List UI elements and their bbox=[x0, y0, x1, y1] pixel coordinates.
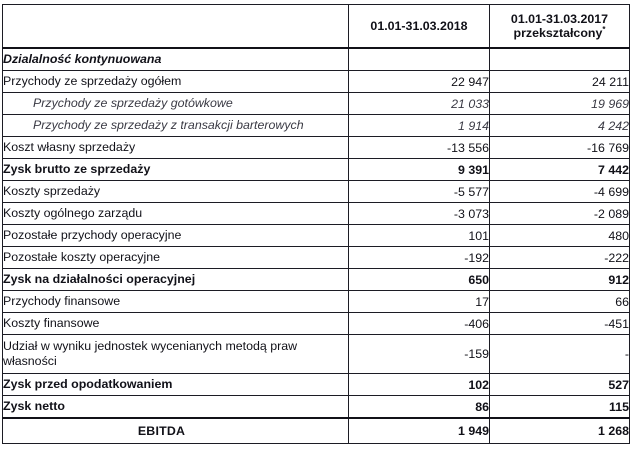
cell-period-2018: 17 bbox=[349, 291, 490, 313]
row-label: Przychody finansowe bbox=[3, 291, 349, 313]
header-period-2018-text: 01.01-31.03.2018 bbox=[370, 19, 468, 33]
row-label: Koszty finansowe bbox=[3, 313, 349, 335]
table-row bbox=[3, 93, 630, 115]
cell-period-2017: 66 bbox=[490, 291, 630, 313]
row-label: Koszt własny sprzedaży bbox=[3, 137, 349, 159]
cell-period-2017: 24 211 bbox=[490, 71, 630, 93]
row-label: Pozostałe koszty operacyjne bbox=[3, 247, 349, 269]
cell-period-2018: -406 bbox=[349, 313, 490, 335]
row-label: Przychody ze sprzedaży gotówkowe bbox=[3, 93, 349, 115]
cell-period-2018: 9 391 bbox=[349, 159, 490, 181]
cell-period-2018: 21 033 bbox=[349, 93, 490, 115]
row-label: Przychody ze sprzedaży z transakcji barterowych bbox=[3, 115, 349, 137]
row-label: Koszty ogólnego zarządu bbox=[3, 203, 349, 225]
table-row bbox=[3, 159, 630, 181]
cell-period-2017: -4 699 bbox=[490, 181, 630, 203]
financial-statement-sheet bbox=[0, 4, 631, 458]
table-row bbox=[3, 203, 630, 225]
header-cell-period-2018 bbox=[349, 5, 490, 49]
footnote-asterisk: * bbox=[602, 24, 606, 34]
income-statement-table bbox=[2, 4, 630, 444]
table-body bbox=[3, 48, 630, 444]
cell-period-2018: 101 bbox=[349, 225, 490, 247]
cell-period-2017: 7 442 bbox=[490, 159, 630, 181]
table-row bbox=[3, 291, 630, 313]
cell-period-2017: 1 268 bbox=[490, 418, 630, 444]
table-row bbox=[3, 137, 630, 159]
table-row bbox=[3, 269, 630, 291]
row-label: Pozostałe przychody operacyjne bbox=[3, 225, 349, 247]
table-header bbox=[3, 5, 630, 49]
cell-period-2018: 102 bbox=[349, 374, 490, 396]
cell-period-2017: 19 969 bbox=[490, 93, 630, 115]
table-row bbox=[3, 71, 630, 93]
cell-period-2018: -5 577 bbox=[349, 181, 490, 203]
cell-period-2018: 650 bbox=[349, 269, 490, 291]
table-row bbox=[3, 181, 630, 203]
row-label: Zysk netto bbox=[3, 396, 349, 419]
table-row bbox=[3, 115, 630, 137]
cell-period-2017 bbox=[490, 48, 630, 71]
table-row bbox=[3, 48, 630, 71]
cell-period-2018: -3 073 bbox=[349, 203, 490, 225]
table-row bbox=[3, 335, 630, 374]
row-label: Zysk brutto ze sprzedaży bbox=[3, 159, 349, 181]
cell-period-2017: 115 bbox=[490, 396, 630, 419]
table-row bbox=[3, 247, 630, 269]
cell-period-2018: -13 556 bbox=[349, 137, 490, 159]
cell-period-2017: - bbox=[490, 335, 630, 374]
cell-period-2018: 86 bbox=[349, 396, 490, 419]
row-label: Zysk przed opodatkowaniem bbox=[3, 374, 349, 396]
header-cell-label bbox=[3, 5, 349, 49]
table-row bbox=[3, 418, 630, 444]
table-row bbox=[3, 396, 630, 419]
row-label: Koszty sprzedaży bbox=[3, 181, 349, 203]
cell-period-2017: 480 bbox=[490, 225, 630, 247]
cell-period-2017: -451 bbox=[490, 313, 630, 335]
cell-period-2018: -159 bbox=[349, 335, 490, 374]
table-row bbox=[3, 374, 630, 396]
cell-period-2018: 1 914 bbox=[349, 115, 490, 137]
cell-period-2017: 912 bbox=[490, 269, 630, 291]
cell-period-2017: 4 242 bbox=[490, 115, 630, 137]
table-row bbox=[3, 225, 630, 247]
cell-period-2017: -2 089 bbox=[490, 203, 630, 225]
cell-period-2017: -16 769 bbox=[490, 137, 630, 159]
header-period-2017-text: 01.01-31.03.2017 bbox=[510, 12, 609, 26]
cell-period-2018: 22 947 bbox=[349, 71, 490, 93]
row-label: EBITDA bbox=[3, 418, 349, 444]
table-row bbox=[3, 313, 630, 335]
header-period-2017-restated-text bbox=[496, 26, 623, 40]
cell-period-2018: 1 949 bbox=[349, 418, 490, 444]
cell-period-2018 bbox=[349, 48, 490, 71]
cell-period-2017: -222 bbox=[490, 247, 630, 269]
cell-period-2018: -192 bbox=[349, 247, 490, 269]
table-header-row bbox=[3, 5, 630, 49]
header-cell-period-2017 bbox=[490, 5, 630, 49]
restated-label: przekształcony bbox=[513, 26, 603, 40]
row-label: Zysk na działalności operacyjnej bbox=[3, 269, 349, 291]
row-label: Przychody ze sprzedaży ogółem bbox=[3, 71, 349, 93]
row-label: Udział w wyniku jednostek wycenianych metodą praw własności bbox=[3, 335, 349, 374]
cell-period-2017: 527 bbox=[490, 374, 630, 396]
row-label: Dzialalność kontynuowana bbox=[3, 48, 349, 71]
